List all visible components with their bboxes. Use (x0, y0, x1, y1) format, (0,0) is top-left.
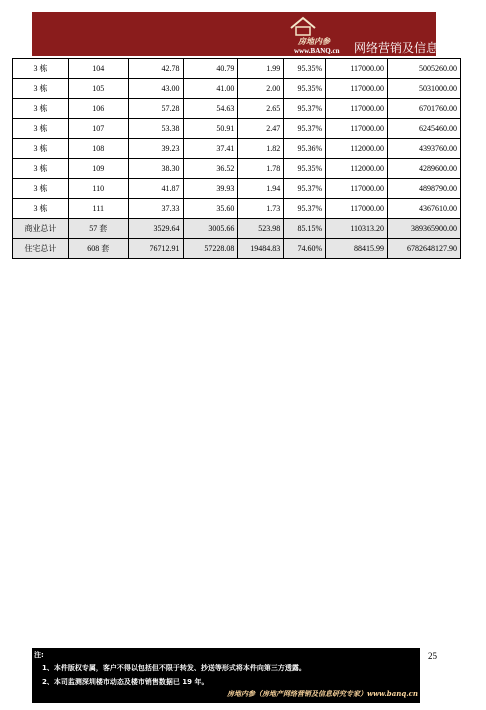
table-cell: 95.35% (284, 59, 326, 79)
table-total-row (13, 219, 461, 239)
table-row (13, 179, 461, 199)
note-label: 注: (34, 651, 44, 659)
table-cell: 117000.00 (326, 179, 388, 199)
table-cell: 117000.00 (326, 59, 388, 79)
table-cell: 37.41 (183, 139, 238, 159)
table-cell: 106 (68, 99, 128, 119)
table-cell: 95.37% (284, 179, 326, 199)
sales-data-table (12, 58, 461, 259)
table-cell: 50.91 (183, 119, 238, 139)
table-cell: 53.38 (128, 119, 183, 139)
table-cell: 1.73 (238, 199, 284, 219)
house-logo-icon (290, 16, 316, 36)
table-cell: 3 栋 (13, 99, 69, 119)
table-cell: 57.28 (128, 99, 183, 119)
table-cell: 35.60 (183, 199, 238, 219)
table-cell: 6701760.00 (388, 99, 461, 119)
table-cell: 3529.64 (128, 219, 183, 239)
table-cell: 74.60% (284, 239, 326, 259)
table-cell: 2.47 (238, 119, 284, 139)
table-cell: 2.00 (238, 79, 284, 99)
table-cell: 3 栋 (13, 199, 69, 219)
table-cell: 95.37% (284, 119, 326, 139)
table-cell: 88415.99 (326, 239, 388, 259)
table-row (13, 99, 461, 119)
table-cell: 110 (68, 179, 128, 199)
table-cell: 95.35% (284, 159, 326, 179)
table-cell: 104 (68, 59, 128, 79)
table-cell: 117000.00 (326, 99, 388, 119)
table-cell: 6245460.00 (388, 119, 461, 139)
table-cell: 117000.00 (326, 199, 388, 219)
table-cell: 110313.20 (326, 219, 388, 239)
table-cell: 112000.00 (326, 159, 388, 179)
table-cell: 95.37% (284, 199, 326, 219)
table-cell: 5005260.00 (388, 59, 461, 79)
table-cell: 40.79 (183, 59, 238, 79)
page-number: 25 (428, 651, 437, 661)
table-row (13, 139, 461, 159)
table-cell: 54.63 (183, 99, 238, 119)
table-cell: 1.78 (238, 159, 284, 179)
table-cell: 108 (68, 139, 128, 159)
table-cell: 36.52 (183, 159, 238, 179)
table-cell: 95.37% (284, 99, 326, 119)
table-cell: 3 栋 (13, 159, 69, 179)
table-cell: 住宅总计 (13, 239, 69, 259)
table-cell: 523.98 (238, 219, 284, 239)
table-cell: 389365900.00 (388, 219, 461, 239)
table-cell: 5031000.00 (388, 79, 461, 99)
table-cell: 38.30 (128, 159, 183, 179)
table-cell: 2.65 (238, 99, 284, 119)
table-cell: 117000.00 (326, 79, 388, 99)
note-monitoring: 2、本司监测深圳楼市动态及楼市销售数据已 19 年。 (42, 678, 209, 686)
table-cell: 85.15% (284, 219, 326, 239)
logo-url: www.BANQ.cn (294, 47, 340, 55)
table-cell: 39.23 (128, 139, 183, 159)
table-cell: 3 栋 (13, 139, 69, 159)
note-copyright: 1、本件版权专属，客户不得以包括但不限于转发、抄送等形式将本件向第三方透露。 (42, 664, 306, 672)
table-cell: 112000.00 (326, 139, 388, 159)
table-row (13, 119, 461, 139)
table-cell: 4898790.00 (388, 179, 461, 199)
table-cell: 4367610.00 (388, 199, 461, 219)
table-cell: 76712.91 (128, 239, 183, 259)
table-cell: 39.93 (183, 179, 238, 199)
table-cell: 37.33 (128, 199, 183, 219)
table-cell: 3 栋 (13, 119, 69, 139)
footer-notes (32, 648, 420, 703)
table-cell: 111 (68, 199, 128, 219)
header-title: 网络营销及信息研究专家 (354, 41, 486, 55)
table-cell: 57228.08 (183, 239, 238, 259)
table-row (13, 199, 461, 219)
table-cell: 107 (68, 119, 128, 139)
table-cell: 19484.83 (238, 239, 284, 259)
table-cell: 6782648127.90 (388, 239, 461, 259)
table-cell: 1.94 (238, 179, 284, 199)
logo-text: 房地内参 (298, 37, 330, 46)
table-row (13, 59, 461, 79)
table-cell: 109 (68, 159, 128, 179)
page-header-banner (32, 12, 486, 56)
footer-brand: 房地内参（房地产网络营销及信息研究专家）www.banq.cn (226, 689, 418, 698)
table-cell: 3005.66 (183, 219, 238, 239)
table-cell: 57 套 (68, 219, 128, 239)
table-cell: 4289600.00 (388, 159, 461, 179)
table-cell: 1.82 (238, 139, 284, 159)
table-cell: 41.00 (183, 79, 238, 99)
table-cell: 3 栋 (13, 59, 69, 79)
table-cell: 41.87 (128, 179, 183, 199)
table-cell: 3 栋 (13, 79, 69, 99)
table-cell: 95.35% (284, 79, 326, 99)
table-cell: 4393760.00 (388, 139, 461, 159)
table-row (13, 79, 461, 99)
table-cell: 42.78 (128, 59, 183, 79)
table-cell: 105 (68, 79, 128, 99)
table-cell: 117000.00 (326, 119, 388, 139)
table-cell: 商业总计 (13, 219, 69, 239)
table-cell: 608 套 (68, 239, 128, 259)
table-cell: 3 栋 (13, 179, 69, 199)
table-cell: 43.00 (128, 79, 183, 99)
table-total-row (13, 239, 461, 259)
table-cell: 95.36% (284, 139, 326, 159)
table-cell: 1.99 (238, 59, 284, 79)
table-row (13, 159, 461, 179)
